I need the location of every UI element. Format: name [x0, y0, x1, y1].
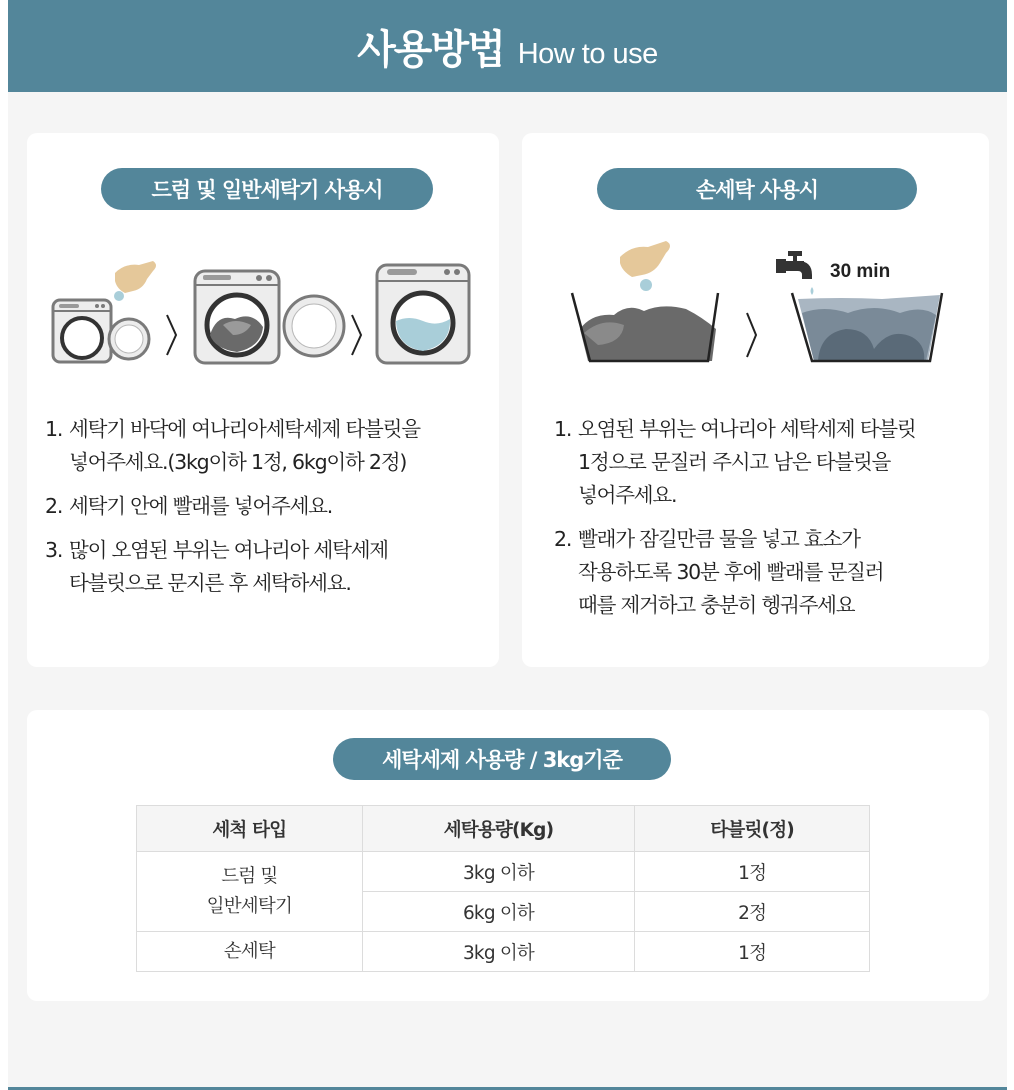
page-title-en: How to use — [517, 38, 658, 70]
hand-wash-card — [522, 133, 989, 667]
cell-tablets: 1정 — [635, 932, 870, 972]
table-row — [137, 932, 870, 972]
drum-washer-illustration — [47, 255, 477, 367]
header-capacity: 세탁용량(Kg) — [362, 806, 635, 852]
cell-capacity: 3kg 이하 — [362, 852, 635, 892]
cell-type: 손세탁 — [137, 932, 363, 972]
washer-with-water-icon — [377, 265, 469, 363]
list-item: 1. 오염된 부위는 여나리아 세탁세제 타블릿 1정으로 문질러 주시고 남은 타블릿을 넣어주세요. — [554, 417, 916, 507]
list-item: 3. 많이 오염된 부위는 여나리아 세탁세제 타블릿으로 문지른 후 세탁하세요. — [45, 538, 388, 595]
drum-washer-pill: 드럼 및 일반세탁기 사용시 — [101, 168, 433, 210]
hand-wash-pill: 손세탁 사용시 — [597, 168, 917, 210]
timer-label: 30 min — [830, 261, 891, 282]
basin-with-water-icon — [792, 293, 942, 361]
drum-washer-card — [27, 133, 499, 667]
cell-type: 드럼 및 일반세탁기 — [137, 852, 363, 932]
list-item: 2. 세탁기 안에 빨래를 넣어주세요. — [45, 494, 333, 518]
usage-pill: 세탁세제 사용량 / 3kg기준 — [333, 738, 671, 780]
hand-tablet-icon — [114, 261, 156, 301]
cell-tablets: 2정 — [635, 892, 870, 932]
hand-wash-illustration — [562, 233, 982, 373]
faucet-icon — [776, 251, 814, 295]
list-item: 1. 세탁기 바닥에 여나리아세탁세제 타블릿을 넣어주세요.(3kg이하 1정, 6kg이하 2정) — [45, 417, 420, 474]
arrow-icon-2 — [352, 315, 361, 355]
washer-with-laundry-icon — [195, 271, 344, 363]
cell-tablets: 1정 — [635, 852, 870, 892]
cell-capacity: 6kg 이하 — [362, 892, 635, 932]
usage-table — [136, 805, 870, 972]
list-item: 2. 빨래가 잠길만큼 물을 넣고 효소가 작용하도록 30분 후에 빨래를 문질러 때를 제거하고 충분히 헹궈주세요 — [554, 527, 884, 617]
cell-capacity: 3kg 이하 — [362, 932, 635, 972]
header-banner — [8, 0, 1007, 92]
arrow-icon — [747, 313, 756, 357]
table-row — [137, 852, 870, 892]
hand-wash-steps-list — [554, 413, 984, 633]
header-type: 세척 타입 — [137, 806, 363, 852]
header-tablets: 타블릿(정) — [635, 806, 870, 852]
table-header-row — [137, 806, 870, 852]
drum-steps-list — [45, 413, 495, 611]
arrow-icon-1 — [167, 315, 176, 355]
page-title-ko: 사용방법 — [357, 27, 504, 73]
hand-tablet-icon — [620, 241, 670, 291]
small-washer-icon — [53, 300, 149, 362]
basin-with-laundry-icon — [572, 293, 718, 361]
usage-card — [27, 710, 989, 1001]
